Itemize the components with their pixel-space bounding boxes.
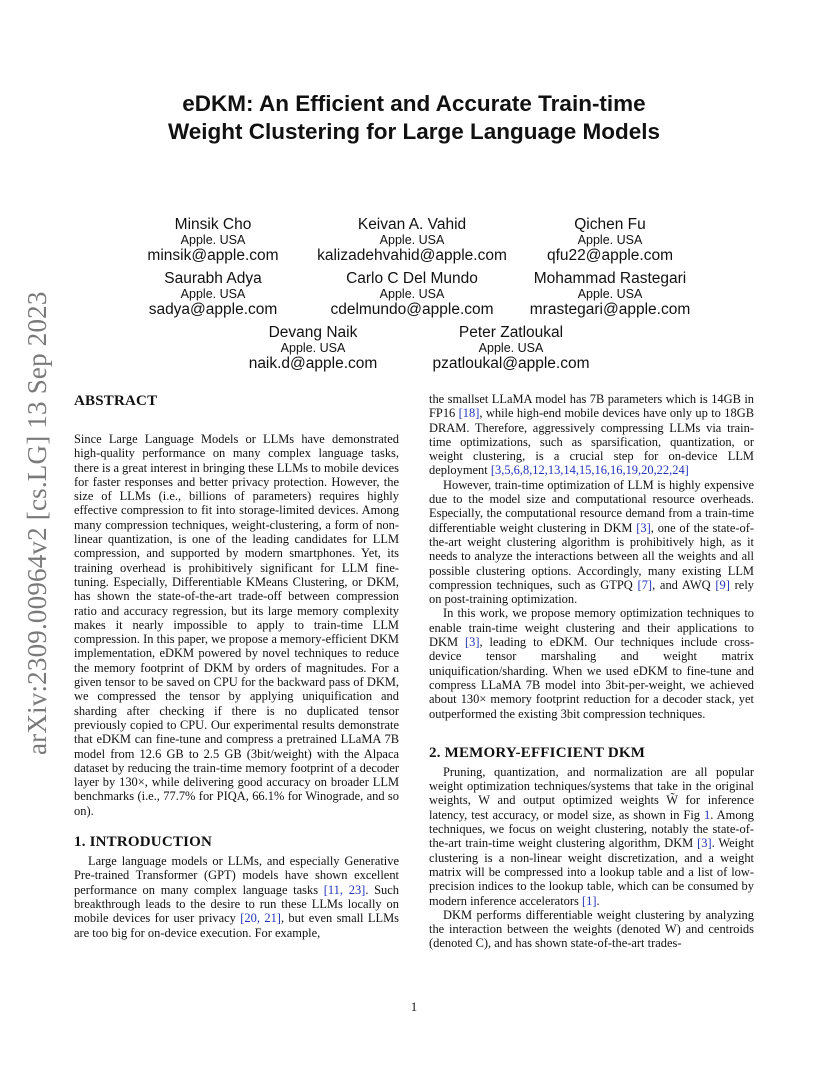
author-name: Saurabh Adya — [164, 270, 262, 287]
citation-link[interactable]: [3] — [636, 520, 651, 535]
author-name: Keivan A. Vahid — [357, 216, 467, 233]
citation-link[interactable]: [11, 23] — [323, 882, 366, 897]
author-block — [147, 216, 278, 264]
author-name: Carlo C Del Mundo — [346, 270, 478, 287]
paragraph-text: In this work, we propose memory optimization techniques to enable train-time weight clustering and their applications to DKM — [429, 606, 754, 650]
introduction-paragraph-3 — [429, 606, 754, 720]
author-email[interactable]: sadya@apple.com — [148, 301, 278, 318]
citation-link[interactable]: [20, 21] — [240, 911, 281, 926]
author-name: Minsik Cho — [174, 216, 252, 233]
paragraph-text: . Weight clustering is a non-linear weight discretization, and a weight matrix will be compressed into a lookup table and a list of low-precision indices to the lookup table, which can be consumed by modern inference accelerators — [429, 836, 754, 908]
author-block — [330, 270, 493, 318]
author-name: Mohammad Rastegari — [533, 270, 687, 287]
paper-title — [90, 90, 738, 146]
paragraph-text: Large language models or LLMs, and especially Generative Pre-trained Transformer (GPT) models have shown excellent performance on many complex language tasks — [74, 854, 399, 897]
citation-link[interactable]: [7] — [637, 577, 653, 592]
author-affiliation: Apple. USA — [180, 233, 246, 247]
author-affiliation: Apple. USA — [478, 341, 544, 355]
citation-link[interactable]: [9] — [715, 577, 730, 592]
paragraph-text: , while high-end mobile devices have only up to 18GB DRAM. Therefore, aggressively compressing LLMs via train-time optimizations, such as sparsification, quantization, or weight clustering, is a crucial step for on-device LLM deployment — [429, 406, 754, 478]
paragraph-text: Pruning, quantization, and normalization are all popular weight optimization techniques/systems that take in the original weights, W and output optimized weights W̃ for inference latency, test accuracy, or model size, as shown in Fig — [429, 764, 754, 822]
paragraph-text: . Among techniques, we focus on weight clustering, notably the state-of-the-art train-time weight clustering algorithm, DKM — [429, 807, 754, 851]
author-block — [249, 324, 378, 372]
section-2-paragraph-1 — [429, 765, 754, 908]
citation-link[interactable]: [1] — [581, 893, 597, 908]
author-email[interactable]: minsik@apple.com — [147, 247, 279, 264]
page-number: 1 — [410, 1000, 418, 1014]
left-column — [74, 392, 399, 940]
right-column — [429, 392, 754, 951]
author-name: Devang Naik — [268, 324, 358, 341]
author-block — [530, 270, 690, 318]
introduction-paragraph-1-continued — [429, 392, 754, 478]
author-block — [432, 324, 589, 372]
author-email[interactable]: kalizadehvahid@apple.com — [317, 247, 507, 264]
author-email[interactable]: mrastegari@apple.com — [529, 301, 691, 318]
abstract-heading: ABSTRACT — [74, 393, 158, 409]
author-affiliation: Apple. USA — [577, 287, 643, 301]
title-line-2: Weight Clustering for Large Language Models — [167, 119, 661, 144]
introduction-heading: 1. INTRODUCTION — [74, 834, 213, 851]
title-line-1: eDKM: An Efficient and Accurate Train-time — [182, 91, 646, 116]
arxiv-identifier: arXiv:2309.00964v2 [cs.LG] 13 Sep 2023 — [22, 291, 52, 755]
author-email[interactable]: qfu22@apple.com — [546, 247, 674, 264]
abstract-text: Since Large Language Models or LLMs have demonstrated high-quality performance on many complex language tasks, there is a great interest in bringing these LLMs to mobile devices for faster responses and better privacy protection. However, the size of LLMs (i.e., billions of parameters) requires highly effective compression to fit into storage-limited devices. Among many compression techniques, weight-clustering, a form of non-linear quantization, is one of the leading candidates for LLM compression, and supported by modern smartphones. Yet, its training overhead is prohibitively significant for LLM fine-tuning. Especially, Differentiable KMeans Clustering, or DKM, has shown the state-of-the-art trade-off between compression ratio and accuracy regression, but its large memory complexity makes it nearly impossible to apply to train-time LLM compression. In this paper, we propose a memory-efficient DKM implementation, eDKM powered by novel techniques to reduce the memory footprint of DKM by orders of magnitudes. For a given tensor to be saved on CPU for the backward pass of DKM, we compressed the tensor by applying uniquification and sharding after checking if there is no duplicated tensor previously copied to CPU. Our experimental results demonstrate that eDKM can fine-tune and compress a pretrained LLaMA 7B model from 12.6 GB to 2.5 GB (3bit/weight) with the Alpaca dataset by reducing the train-time memory footprint of a decoder layer by 130×, while delivering good accuracy on broader LLM benchmarks (i.e., 77.7% for PIQA, 66.1% for Winograde, and so on). — [74, 432, 399, 818]
citation-link[interactable]: [3,5,6,8,12,13,14,15,16,16,19,20,22,24] — [490, 463, 689, 478]
author-email[interactable]: cdelmundo@apple.com — [330, 301, 494, 318]
introduction-paragraph-2 — [429, 478, 754, 607]
author-affiliation: Apple. USA — [577, 233, 643, 247]
paragraph-text: rely on post-training optimization. — [429, 577, 754, 607]
citation-link[interactable]: [3] — [464, 635, 480, 650]
paragraph-text: the smallset LLaMA model has 7B parameters which is 14GB in FP16 — [429, 392, 754, 421]
author-email[interactable]: pzatloukal@apple.com — [432, 355, 590, 372]
paragraph-text: . — [596, 893, 600, 908]
paragraph-text: , and AWQ — [652, 577, 716, 592]
section-2-heading: 2. MEMORY-EFFICIENT DKM — [429, 744, 646, 761]
author-email[interactable]: naik.d@apple.com — [248, 355, 378, 372]
author-name: Qichen Fu — [574, 216, 646, 233]
citation-link[interactable]: [18] — [458, 406, 480, 421]
introduction-paragraph-1 — [74, 854, 399, 940]
author-block — [149, 270, 278, 318]
paragraph-text: DKM performs differentiable weight clustering by analyzing the interaction between the weights (denoted W) and centroids (denoted C), and has shown state-of-the-art trades- — [429, 907, 754, 951]
author-block — [547, 216, 673, 264]
author-affiliation: Apple. USA — [379, 233, 445, 247]
paragraph-text: , one of the state-of-the-art weight clustering algorithm is prohibitively high, as it needs to analyze the interactions between all the weights and all possible clustering options. Accordingly, many existing LLM compression techniques, such as GTPQ — [429, 520, 754, 592]
paragraph-text: However, train-time optimization of LLM is highly expensive due to the model size and computational resource overheads. Especially, the computational resource demand from a train-time differentiable weight clustering in DKM — [429, 477, 754, 535]
citation-link[interactable]: [3] — [697, 836, 712, 851]
section-2-paragraph-2 — [429, 908, 754, 951]
author-block — [317, 216, 507, 264]
author-name: Peter Zatloukal — [458, 324, 564, 341]
paragraph-text: , leading to eDKM. Our techniques include cross-device tensor marshaling and weight matrix uniquification/sharding. When we used eDKM to fine-tune and compress LLaMA 7B model into 3bit-per-weight, we achieved about 130× memory footprint reduction for a decoder stack, yet outperformed the existing 3bit compression techniques. — [429, 635, 754, 721]
paragraph-text: . Such breakthrough leads to the desire to run these LLMs locally on mobile devices for user privacy — [74, 882, 400, 926]
paragraph-text: , but even small LLMs are too big for on-device execution. For example, — [74, 911, 399, 940]
author-affiliation: Apple. USA — [280, 341, 346, 355]
author-affiliation: Apple. USA — [379, 287, 445, 301]
citation-link[interactable]: 1 — [704, 807, 711, 822]
author-affiliation: Apple. USA — [180, 287, 246, 301]
